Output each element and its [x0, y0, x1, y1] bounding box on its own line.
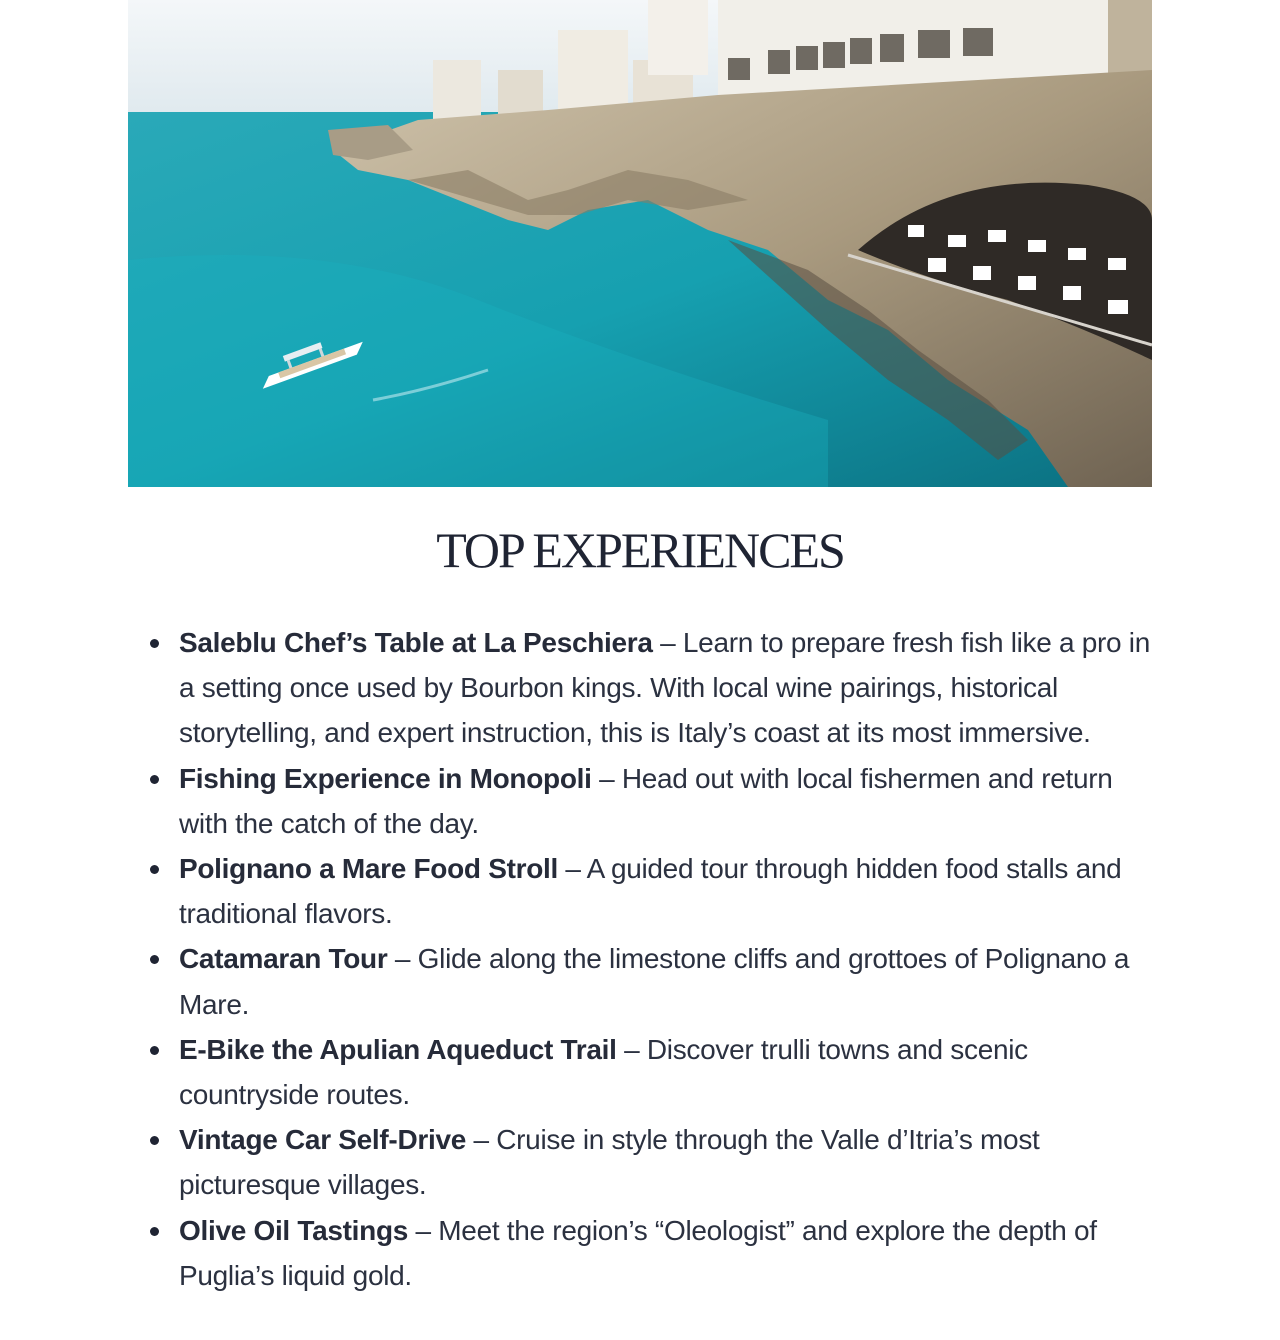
experience-name: Vintage Car Self-Drive	[179, 1124, 466, 1156]
list-item	[148, 936, 1158, 1026]
experiences-list	[148, 620, 1158, 1298]
bullet-icon	[150, 955, 159, 964]
experience-name: Olive Oil Tastings	[179, 1214, 409, 1246]
experience-description: – A guided tour through hidden food stalls and traditional flavors.	[179, 853, 1122, 930]
section-title: TOP EXPERIENCES	[436, 522, 844, 578]
experience-name: E-Bike the Apulian Aqueduct Trail	[179, 1033, 617, 1065]
bullet-icon	[150, 775, 159, 784]
bullet-icon	[150, 1227, 159, 1236]
hero-illustration	[128, 0, 1152, 487]
list-item	[148, 846, 1158, 936]
experience-description: – Glide along the limestone cliffs and grottoes of Polignano a Mare.	[179, 943, 1130, 1020]
list-item	[148, 1117, 1158, 1207]
experience-name: Catamaran Tour	[179, 943, 388, 975]
experience-description: – Learn to prepare fresh fish like a pro in a setting once used by Bourbon kings. With local wine pairings, historical storytelling, and expert instruction, this is Italy’s coast at its most immersive.	[179, 627, 1150, 749]
experience-name: Saleblu Chef’s Table at La Peschiera	[179, 627, 653, 658]
experience-description: – Discover trulli towns and scenic countryside routes.	[179, 1033, 1028, 1111]
experience-description: – Head out with local fishermen and return with the catch of the day.	[179, 762, 1113, 839]
bullet-icon	[150, 639, 159, 648]
bullet-icon	[150, 1136, 159, 1145]
experience-description: – Cruise in style through the Valle d’Itria’s most picturesque villages.	[179, 1124, 1040, 1201]
list-item	[148, 1208, 1158, 1298]
list-item	[148, 620, 1158, 756]
bullet-icon	[150, 1046, 159, 1055]
experience-description: – Meet the region’s “Oleologist” and explore the depth of Puglia’s liquid gold.	[179, 1214, 1097, 1291]
bullet-icon	[150, 865, 159, 874]
experience-name: Polignano a Mare Food Stroll	[179, 853, 558, 885]
experience-name: Fishing Experience in Monopoli	[179, 762, 592, 794]
list-item	[148, 1027, 1158, 1117]
hero-photo	[128, 0, 1152, 487]
list-item	[148, 756, 1158, 846]
